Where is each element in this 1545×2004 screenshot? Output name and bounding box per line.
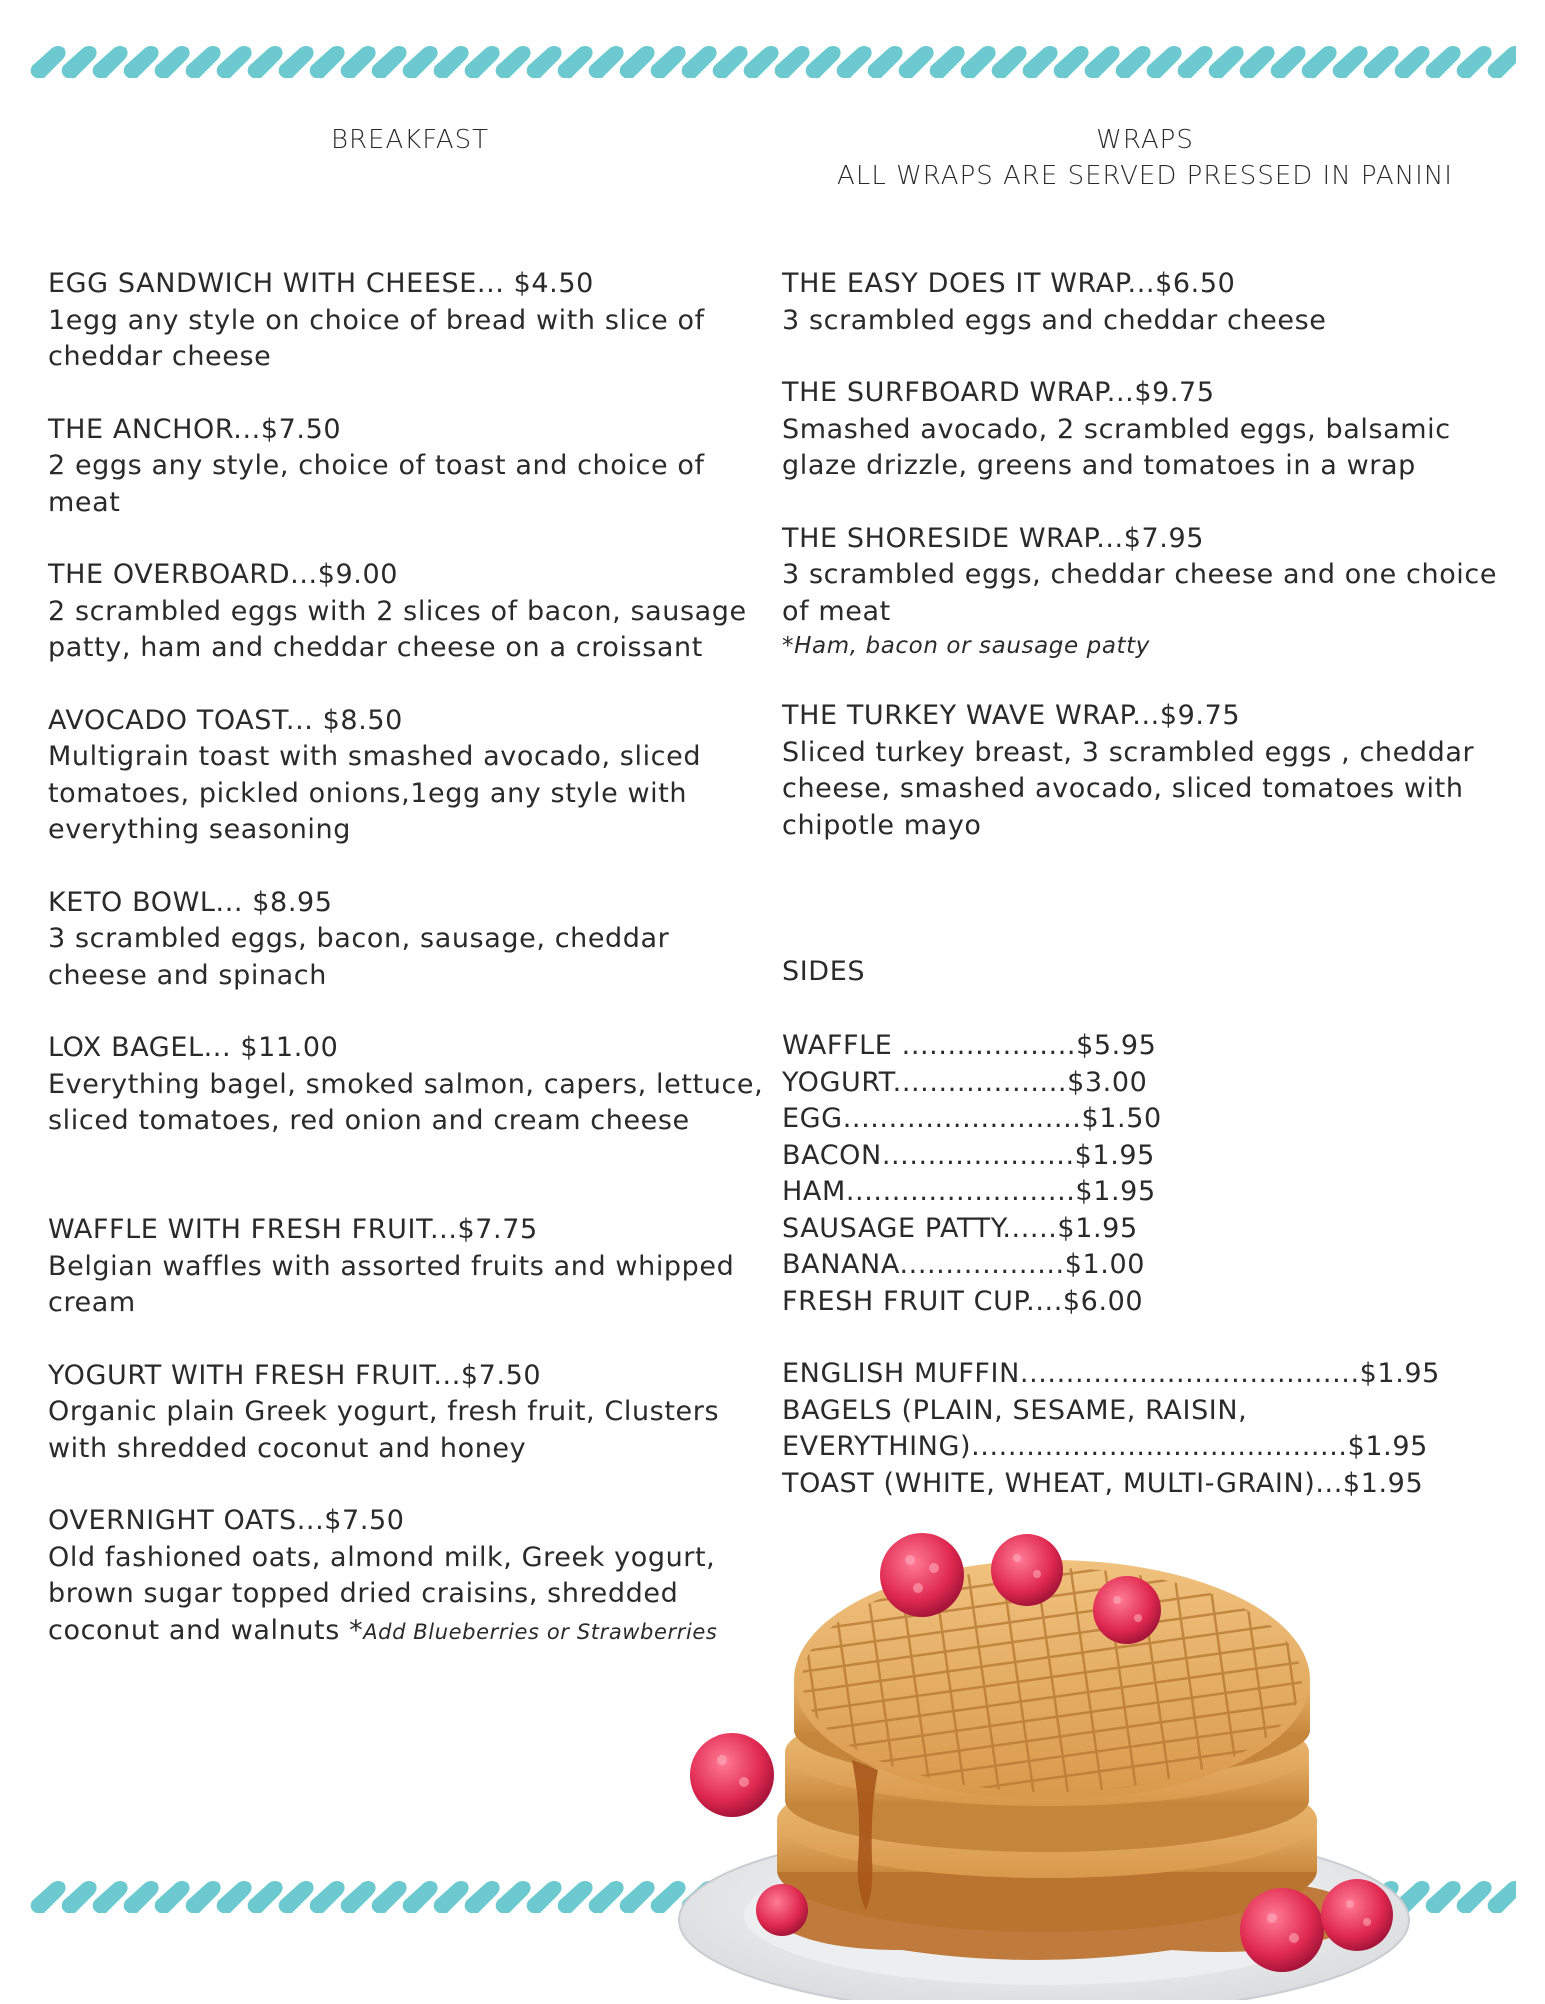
menu-item-desc: Smashed avocado, 2 scrambled eggs, balsamic glaze drizzle, greens and tomatoes in a wrap [782, 413, 1451, 481]
menu-item [48, 1212, 778, 1322]
menu-item [48, 557, 768, 667]
menu-item [48, 266, 768, 376]
waffle-stack-icon [652, 1530, 1442, 2000]
menu-item-desc: Sliced turkey breast, 3 scrambled eggs , cheddar cheese, smashed avocado, sliced tomatoes with chipotle mayo [782, 736, 1475, 841]
wraps-subheading: ALL WRAPS ARE SERVED PRESSED IN PANINI [837, 161, 1453, 191]
menu-item-title: THE SHORESIDE WRAP...$7.95 [782, 522, 1205, 554]
menu-item-title: THE OVERBOARD...$9.00 [48, 559, 398, 590]
menu-item [48, 412, 768, 522]
menu-item [48, 1030, 768, 1140]
menu-item-title: THE TURKEY WAVE WRAP...$9.75 [782, 700, 1241, 731]
menu-item-desc: Organic plain Greek yogurt, fresh fruit, Clusters with shredded coconut and honey [48, 1396, 720, 1464]
menu-item-title: LOX BAGEL... $11.00 [48, 1032, 339, 1063]
side-item: TOAST (WHITE, WHEAT, MULTI-GRAIN)...$1.95 [782, 1467, 1424, 1499]
menu-item-desc: 3 scrambled eggs, cheddar cheese and one choice of meat [782, 559, 1498, 627]
top-rope-border [28, 42, 1516, 82]
menu-item-desc: Multigrain toast with smashed avocado, sliced tomatoes, pickled onions,1egg any style with everything seasoning [48, 741, 702, 845]
menu-item-desc: 2 scrambled eggs with 2 slices of bacon, sausage patty, ham and cheddar cheese on a croissant [48, 595, 747, 663]
menu-item-desc: 3 scrambled eggs, bacon, sausage, cheddar cheese and spinach [48, 923, 670, 991]
side-item: EGG..........................$1.50 [782, 1103, 1162, 1134]
menu-item-desc: Everything bagel, smoked salmon, capers, lettuce, sliced tomatoes, red onion and cream cheese [48, 1068, 764, 1136]
side-item: SAUSAGE PATTY......$1.95 [782, 1212, 1138, 1244]
menu-item-title: EGG SANDWICH WITH CHEESE... $4.50 [48, 268, 594, 299]
side-item: HAM.........................$1.95 [782, 1176, 1156, 1207]
breakfast-list [48, 266, 768, 1176]
menu-item [782, 521, 1502, 663]
menu-item-desc: 1egg any style on choice of bread with slice of cheddar cheese [48, 304, 705, 372]
menu-item-title: AVOCADO TOAST... $8.50 [48, 704, 403, 736]
menu-item [782, 375, 1502, 485]
side-item: BAGELS (PLAIN, SESAME, RAISIN, [782, 1394, 1248, 1426]
wraps-heading-block [790, 122, 1500, 194]
breakfast-heading: BREAKFAST [330, 125, 490, 155]
menu-item [48, 1358, 778, 1468]
side-item: YOGURT...................$3.00 [782, 1066, 1148, 1098]
menu-item [782, 266, 1502, 339]
menu-item-note: Add Blueberries or Strawberries [363, 1619, 718, 1644]
sides-list-1 [782, 1028, 1162, 1320]
side-item: BACON.....................$1.95 [782, 1139, 1155, 1171]
menu-item [782, 698, 1502, 844]
menu-item-note: *Ham, bacon or sausage patty [782, 633, 1150, 659]
side-item: WAFFLE ...................$5.95 [782, 1030, 1157, 1061]
menu-item [48, 885, 768, 995]
menu-item-desc: Belgian waffles with assorted fruits and whipped cream [48, 1250, 735, 1318]
wraps-list [782, 266, 1502, 880]
menu-item-title: YOGURT WITH FRESH FRUIT...$7.50 [48, 1359, 542, 1391]
sides-heading: SIDES [782, 956, 866, 987]
menu-item-title: WAFFLE WITH FRESH FRUIT...$7.75 [48, 1214, 538, 1245]
wraps-heading: WRAPS [1096, 125, 1194, 155]
menu-item-title: OVERNIGHT OATS...$7.50 [48, 1505, 405, 1536]
menu-item-title: THE ANCHOR...$7.50 [48, 413, 342, 445]
menu-item [48, 703, 768, 849]
menu-item-title: THE EASY DOES IT WRAP...$6.50 [782, 268, 1236, 299]
menu-item-desc: 2 eggs any style, choice of toast and choice of meat [48, 450, 705, 518]
side-item: BANANA..................$1.00 [782, 1249, 1146, 1280]
menu-item-title: KETO BOWL... $8.95 [48, 886, 333, 918]
side-item: EVERYTHING).........................................$1.95 [782, 1431, 1428, 1462]
menu-item-desc: 3 scrambled eggs and cheddar cheese [782, 304, 1327, 336]
menu-item-title: THE SURFBOARD WRAP...$9.75 [782, 377, 1215, 408]
side-item: ENGLISH MUFFIN.....................................$1.95 [782, 1358, 1440, 1389]
menu-item-desc-text: Old fashioned oats, almond milk, Greek yogurt, brown sugar topped dried craisins, shredded coconut and walnuts * [48, 1541, 716, 1646]
sides-list-2 [782, 1356, 1440, 1502]
side-item: FRESH FRUIT CUP....$6.00 [782, 1285, 1144, 1317]
